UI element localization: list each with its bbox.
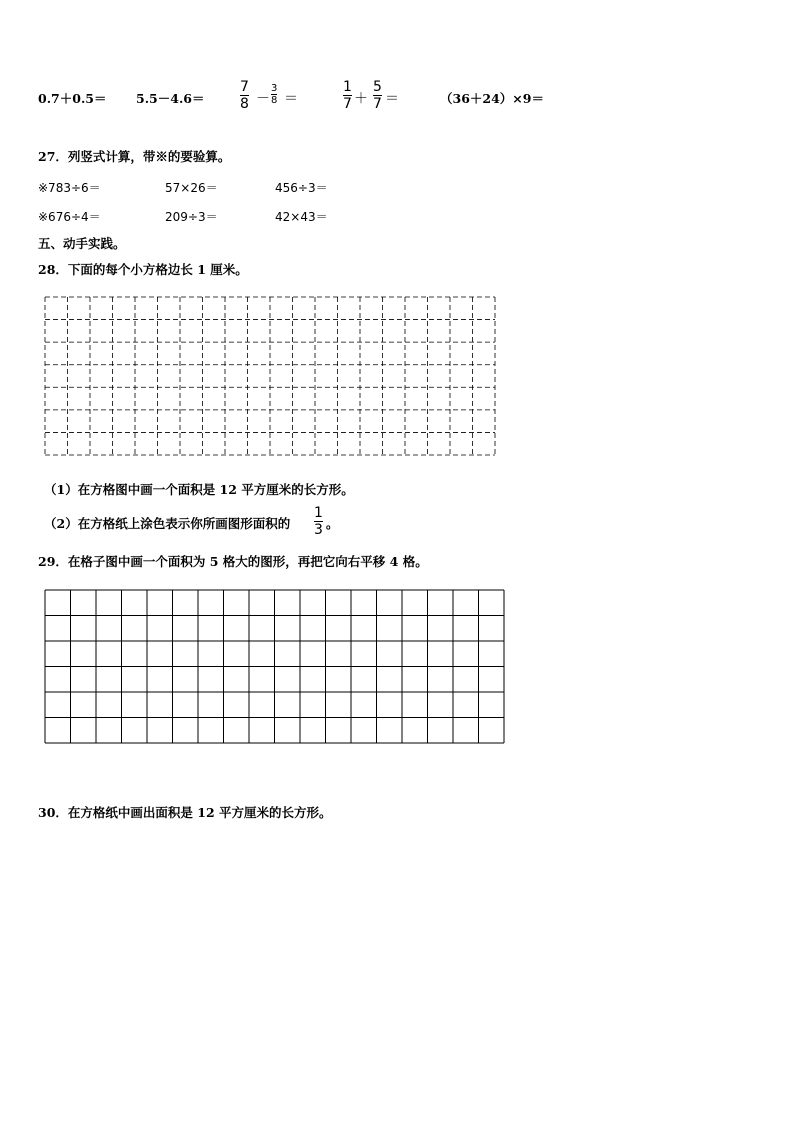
q30-title: 30．在方格纸中画出面积是 12 平方厘米的长方形。 — [38, 805, 332, 820]
dashed-grid[interactable] — [44, 296, 498, 456]
fraction-1-7 — [343, 79, 352, 112]
numerator: 1 — [343, 79, 352, 95]
q28-part2-end: 。 — [326, 516, 339, 531]
numerator: 3 — [271, 83, 278, 94]
q27-title: 27．列竖式计算，带※的要验算。 — [38, 149, 231, 164]
denominator: 7 — [373, 96, 382, 112]
fraction-7-8 — [240, 79, 249, 112]
fraction-1-3 — [314, 505, 323, 538]
denominator: 8 — [240, 96, 249, 112]
q29-title: 29．在格子图中画一个面积为 5 格大的图形，再把它向右平移 4 格。 — [38, 554, 428, 569]
expr-2: 5.5－4.6＝ — [136, 91, 205, 106]
q27-item-5: 209÷3＝ — [165, 210, 218, 224]
q28-part2-text: （2）在方格纸上涂色表示你所画图形面积的 — [44, 516, 291, 531]
q27-item-4: ※676÷4＝ — [38, 210, 101, 224]
q28-part1: （1）在方格图中画一个面积是 12 平方厘米的长方形。 — [44, 482, 354, 497]
fraction-3-8 — [271, 83, 277, 106]
q28-title: 28．下面的每个小方格边长 1 厘米。 — [38, 262, 248, 277]
expr-5: （36＋24）×9＝ — [440, 91, 544, 106]
denominator: 7 — [343, 96, 352, 112]
section-five-heading: 五、动手实践。 — [38, 236, 126, 251]
denominator: 3 — [314, 522, 323, 538]
numerator: 7 — [240, 79, 249, 95]
q28-part2 — [44, 514, 290, 532]
equals-sign: ＝ — [284, 91, 298, 107]
equals-sign: ＝ — [385, 91, 399, 107]
plus-sign: ＋ — [354, 91, 368, 107]
solid-grid[interactable] — [44, 589, 506, 745]
numerator: 1 — [314, 505, 323, 521]
fraction-5-7 — [373, 79, 382, 112]
q27-item-6: 42×43＝ — [275, 210, 328, 224]
q27-item-2: 57×26＝ — [165, 181, 218, 195]
q27-item-1: ※783÷6＝ — [38, 181, 101, 195]
denominator: 8 — [271, 95, 278, 106]
minus-sign: － — [256, 91, 270, 107]
expr-1: 0.7＋0.5＝ — [38, 91, 107, 106]
numerator: 5 — [373, 79, 382, 95]
q27-item-3: 456÷3＝ — [275, 181, 328, 195]
